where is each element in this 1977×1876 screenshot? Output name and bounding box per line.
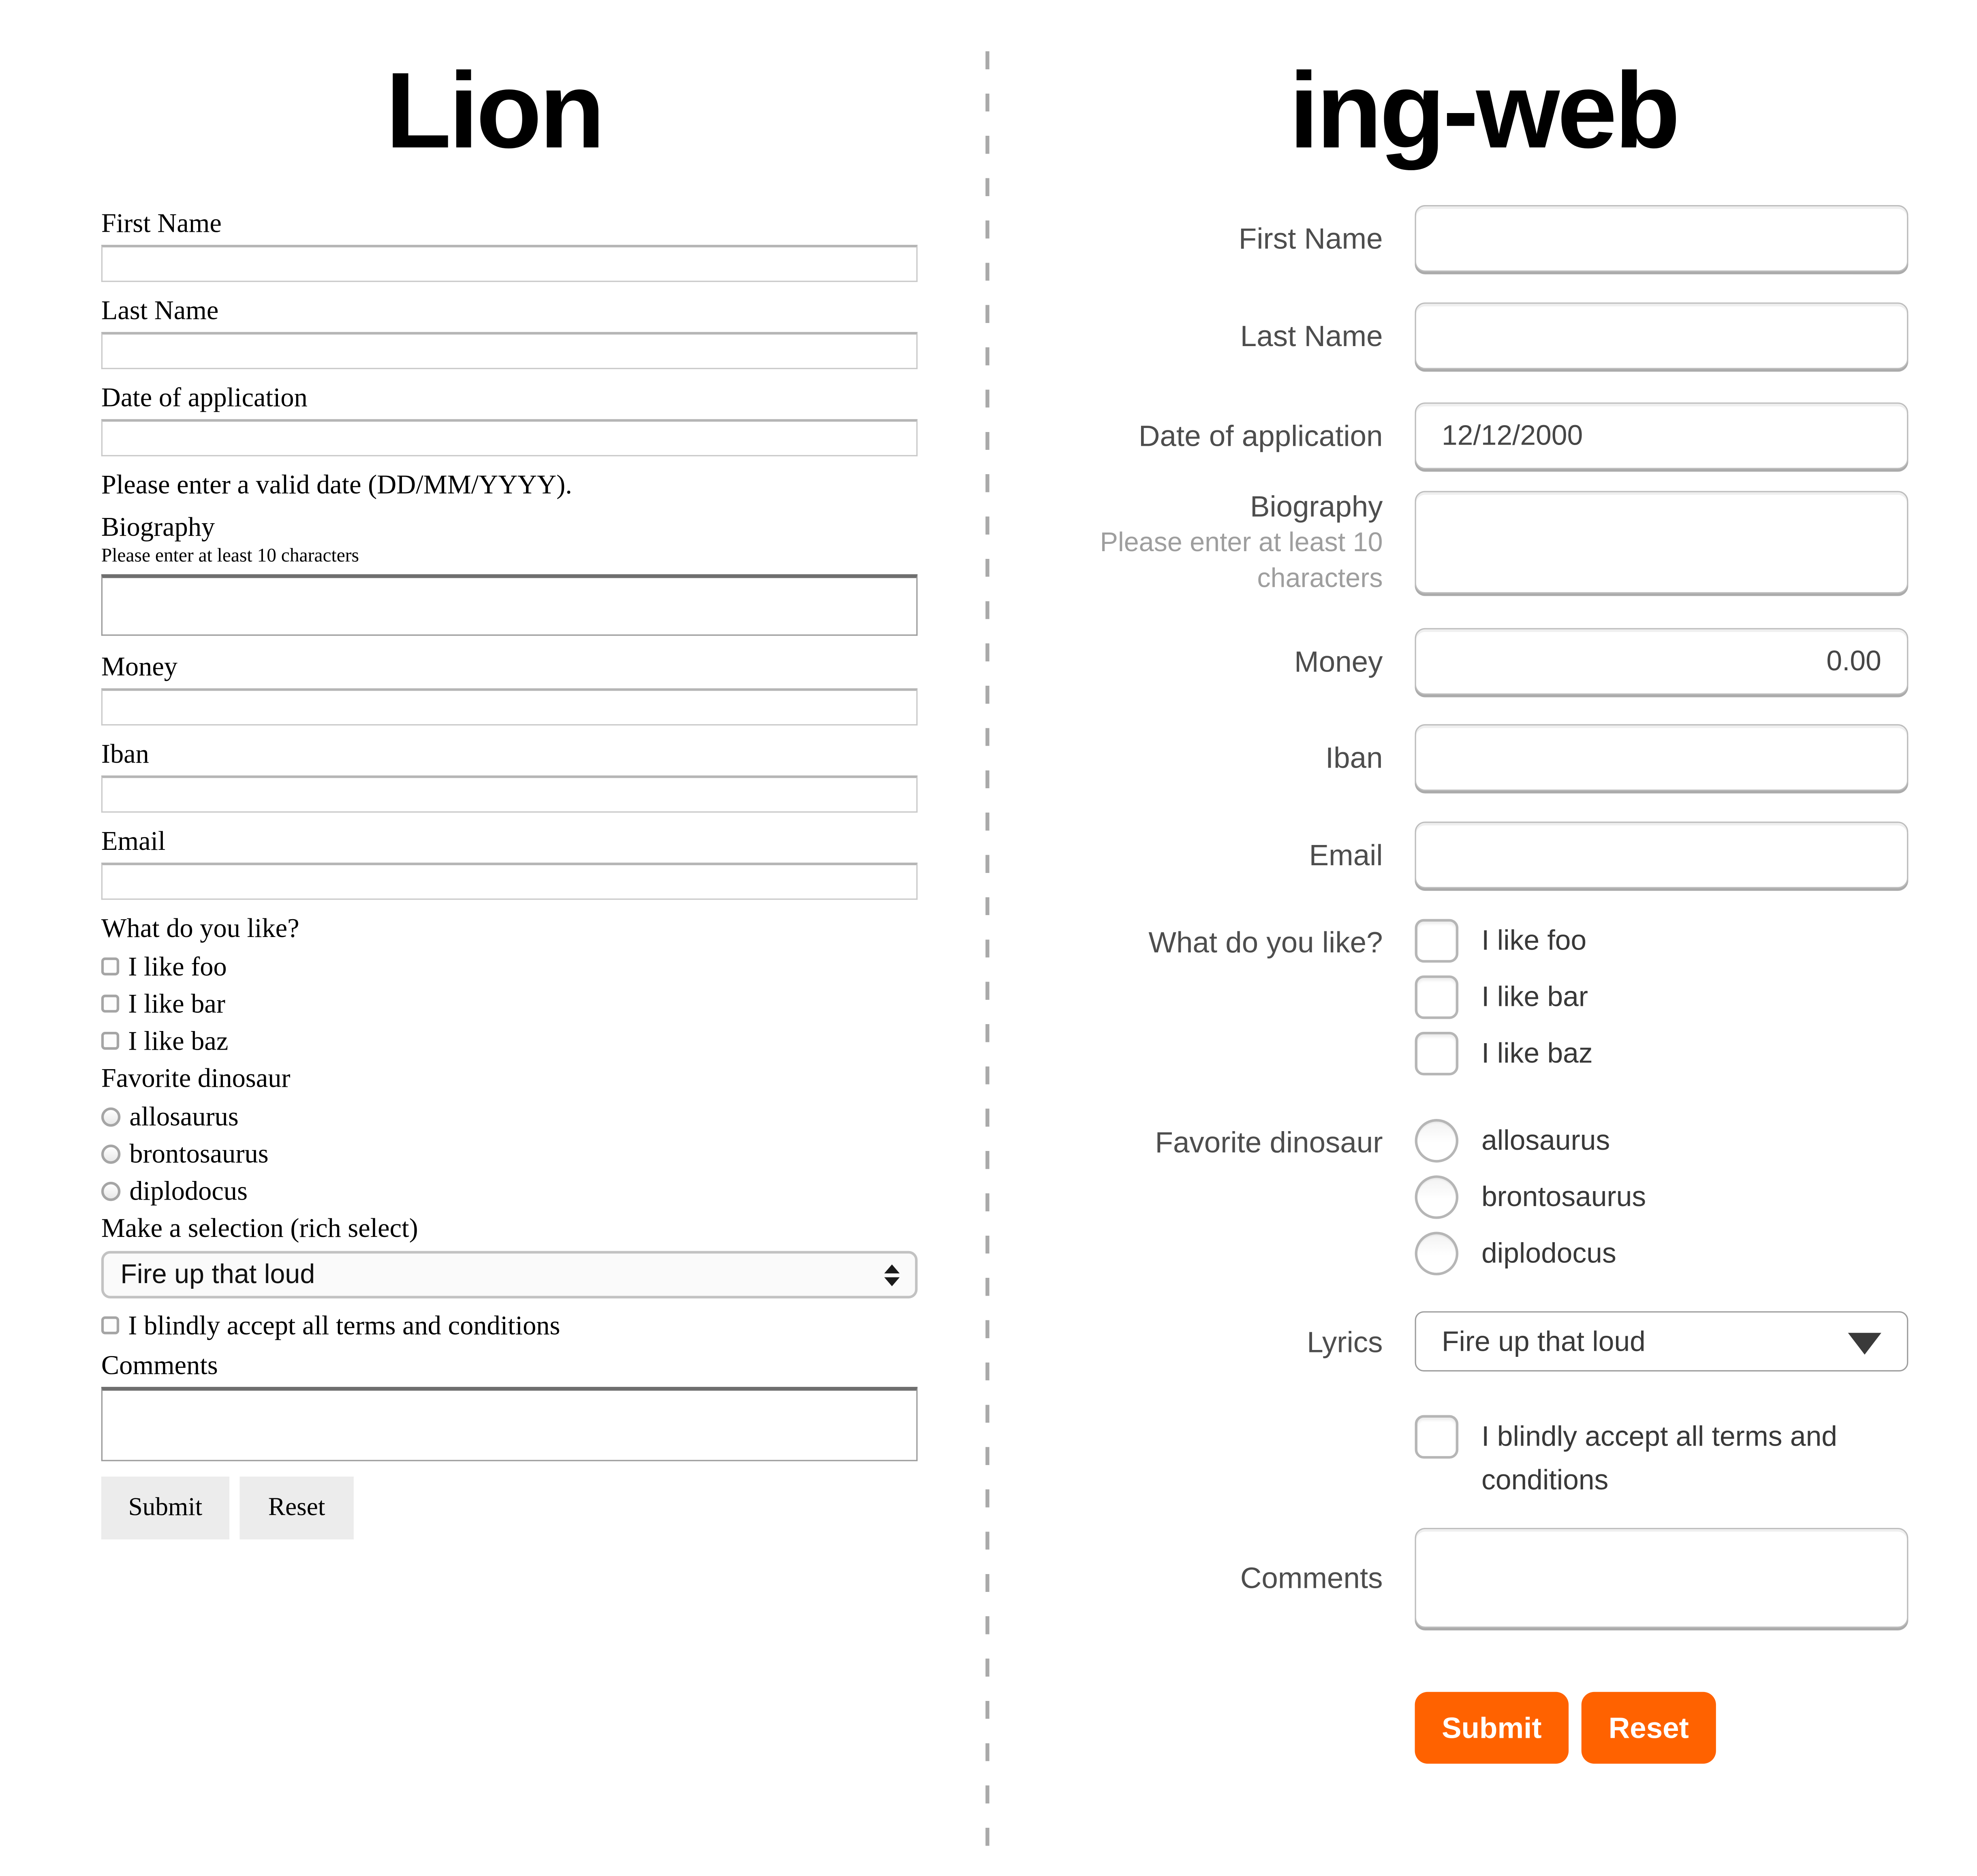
last-name-label: Last Name	[1240, 319, 1383, 353]
submit-button[interactable]: Submit	[1415, 1692, 1569, 1764]
checkbox-icon[interactable]	[101, 1316, 119, 1334]
iban-row	[990, 724, 1977, 791]
radio-icon[interactable]	[1415, 1119, 1459, 1163]
iban-input[interactable]	[101, 775, 918, 813]
ing-web-title: ing-web	[1289, 50, 1678, 171]
comments-textarea[interactable]	[1415, 1528, 1909, 1628]
last-name-input[interactable]	[101, 332, 918, 369]
checkbox-icon[interactable]	[1415, 1415, 1459, 1459]
last-name-input[interactable]	[1415, 302, 1909, 369]
checkbox-icon[interactable]	[101, 995, 119, 1012]
iban-input[interactable]	[1415, 724, 1909, 791]
checkbox-label: I like foo	[128, 951, 227, 982]
checkbox-row-bar[interactable]	[101, 988, 918, 1019]
biography-helper-text: Please enter at least 10 characters	[1100, 528, 1383, 594]
lion-form	[0, 164, 917, 1540]
iban-label: Iban	[101, 738, 149, 769]
first-name-input[interactable]	[101, 245, 918, 282]
radio-icon[interactable]	[101, 1144, 120, 1163]
checkbox-icon[interactable]	[1415, 919, 1459, 963]
first-name-label: First Name	[1238, 222, 1383, 255]
dino-options	[1415, 1119, 1909, 1275]
likes-group-row	[990, 919, 1977, 1076]
date-helper-text: Please enter a valid date (DD/MM/YYYY).	[101, 469, 572, 500]
email-input[interactable]	[101, 862, 918, 900]
biography-label: Biography	[101, 511, 215, 542]
first-name-label: First Name	[101, 207, 222, 239]
ing-web-form	[990, 164, 1977, 1764]
likes-options	[1415, 919, 1909, 1076]
accept-terms-label: I blindly accept all terms and conditions	[128, 1310, 560, 1341]
money-label: Money	[1294, 644, 1383, 678]
likes-legend: What do you like?	[1148, 925, 1383, 959]
rich-select[interactable]	[101, 1251, 918, 1298]
rich-select-label: Make a selection (rich select)	[101, 1212, 418, 1243]
radio-row-diplodocus[interactable]	[1415, 1232, 1909, 1275]
date-label: Date of application	[101, 382, 308, 413]
radio-icon[interactable]	[1415, 1232, 1459, 1275]
dino-legend: Favorite dinosaur	[1155, 1125, 1383, 1159]
radio-icon[interactable]	[101, 1181, 120, 1200]
radio-row-brontosaurus[interactable]	[101, 1138, 918, 1169]
radio-icon[interactable]	[101, 1107, 120, 1126]
date-row	[990, 402, 1977, 469]
checkbox-icon[interactable]	[101, 958, 119, 975]
lion-pane	[0, 0, 988, 1876]
radio-label: allosaurus	[129, 1101, 239, 1132]
rich-select-value: Fire up that loud	[120, 1259, 315, 1289]
iban-label: Iban	[1325, 741, 1383, 774]
radio-row-brontosaurus[interactable]	[1415, 1175, 1909, 1219]
radio-label: diplodocus	[129, 1175, 248, 1206]
checkbox-row-foo[interactable]	[101, 951, 918, 982]
first-name-row	[990, 205, 1977, 272]
biography-helper-text: Please enter at least 10 characters	[101, 546, 359, 567]
comments-textarea[interactable]	[101, 1387, 918, 1461]
accept-spacer	[990, 1415, 1383, 1419]
radio-label: allosaurus	[1481, 1124, 1610, 1156]
checkbox-row-baz[interactable]	[1415, 1032, 1909, 1076]
money-input[interactable]	[1415, 628, 1909, 695]
lyrics-label: Lyrics	[1307, 1324, 1383, 1358]
likes-legend: What do you like?	[101, 912, 299, 943]
lion-buttons-row	[101, 1476, 918, 1539]
checkbox-row-baz[interactable]	[101, 1025, 918, 1056]
radio-label: brontosaurus	[1481, 1180, 1646, 1213]
radio-row-allosaurus[interactable]	[101, 1101, 918, 1132]
email-row	[990, 821, 1977, 888]
accept-terms-row-wrap	[990, 1415, 1977, 1502]
ing-web-pane	[990, 0, 1977, 1876]
biography-textarea[interactable]	[1415, 491, 1909, 593]
radio-label: brontosaurus	[129, 1138, 269, 1169]
lion-title: Lion	[385, 50, 603, 171]
ing-web-buttons	[1415, 1692, 1909, 1764]
comments-label: Comments	[101, 1350, 218, 1381]
dropdown-arrow-icon	[1848, 1332, 1881, 1354]
checkbox-icon[interactable]	[1415, 975, 1459, 1019]
money-label: Money	[101, 651, 178, 682]
submit-button[interactable]: Submit	[101, 1476, 229, 1539]
money-row	[990, 628, 1977, 695]
first-name-input[interactable]	[1415, 205, 1909, 272]
pane-divider	[985, 51, 989, 1848]
date-label: Date of application	[1139, 419, 1383, 453]
email-label: Email	[101, 825, 166, 856]
radio-row-allosaurus[interactable]	[1415, 1119, 1909, 1163]
last-name-row	[990, 302, 1977, 369]
radio-icon[interactable]	[1415, 1175, 1459, 1219]
comments-row	[990, 1528, 1977, 1628]
biography-label: Biography	[1250, 490, 1383, 523]
radio-label: diplodocus	[1481, 1237, 1616, 1269]
accept-terms-label: I blindly accept all terms and conditions	[1481, 1420, 1837, 1496]
checkbox-label: I like bar	[128, 988, 225, 1019]
checkbox-row-foo[interactable]	[1415, 919, 1909, 963]
lyrics-row	[990, 1311, 1977, 1371]
date-input[interactable]	[1415, 402, 1909, 469]
money-input[interactable]	[101, 688, 918, 725]
accept-terms-row[interactable]	[101, 1310, 918, 1341]
checkbox-row-bar[interactable]	[1415, 975, 1909, 1019]
reset-button[interactable]: Reset	[239, 1476, 353, 1539]
last-name-label: Last Name	[101, 295, 219, 326]
lyrics-select-value: Fire up that loud	[1442, 1324, 1646, 1357]
date-input[interactable]	[101, 419, 918, 456]
biography-row	[990, 487, 1977, 597]
checkbox-icon[interactable]	[1415, 1032, 1459, 1076]
biography-label-block	[990, 487, 1383, 597]
comments-label: Comments	[1240, 1561, 1383, 1595]
checkbox-icon[interactable]	[101, 1032, 119, 1050]
checkbox-label: I like foo	[1481, 924, 1587, 956]
radio-row-diplodocus[interactable]	[101, 1175, 918, 1206]
checkbox-label: I like baz	[1481, 1037, 1593, 1069]
dino-legend: Favorite dinosaur	[101, 1062, 291, 1093]
email-label: Email	[1309, 838, 1383, 872]
reset-button[interactable]: Reset	[1582, 1692, 1716, 1764]
email-input[interactable]	[1415, 821, 1909, 888]
lyrics-select[interactable]	[1415, 1311, 1909, 1371]
biography-textarea[interactable]	[101, 574, 918, 636]
accept-terms-row[interactable]	[1415, 1415, 1909, 1502]
select-arrows-icon	[884, 1264, 900, 1286]
buttons-row	[990, 1692, 1977, 1764]
checkbox-label: I like bar	[1481, 980, 1588, 1013]
dino-group-row	[990, 1119, 1977, 1275]
checkbox-label: I like baz	[128, 1025, 229, 1057]
